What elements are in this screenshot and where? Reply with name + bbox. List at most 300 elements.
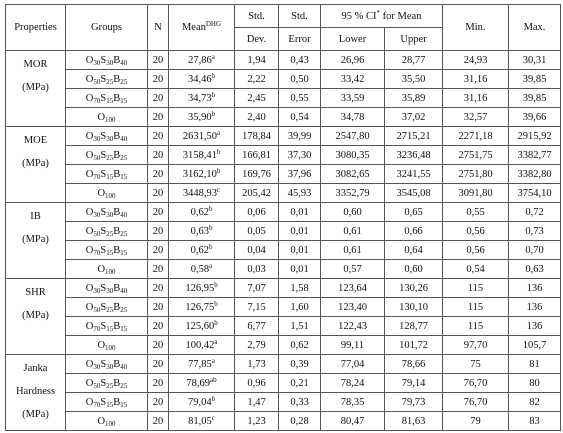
cell-mean [169, 222, 235, 241]
mean-value: 0,58 [190, 263, 210, 275]
header-std-dev-top: Std. [235, 5, 279, 28]
group-letter: O [85, 206, 94, 218]
property-label-line: MOE [23, 135, 48, 146]
mean-significance-letter: b [214, 299, 218, 308]
cell-ci-upper: 3236,48 [385, 146, 443, 165]
cell-n: 20 [148, 146, 169, 165]
group-letter: S [100, 92, 107, 104]
group-letter: O [85, 130, 94, 142]
cell-n: 20 [148, 89, 169, 108]
group-subscript: 15 [106, 400, 114, 409]
cell-mean [169, 51, 235, 70]
cell-ci-lower: 80,47 [321, 412, 385, 431]
group-subscript: 100 [105, 343, 116, 352]
property-label-line: (MPa) [22, 409, 49, 420]
cell-min: 2751,80 [443, 165, 509, 184]
mean-value: 0,63 [190, 225, 209, 237]
group-subscript: 30 [93, 134, 101, 143]
table-row [6, 203, 561, 222]
group-letter: S [100, 206, 107, 218]
cell-min: 3091,80 [443, 184, 509, 203]
group-subscript: 15 [106, 172, 114, 181]
cell-min: 76,70 [443, 374, 509, 393]
cell-std-dev: 169,76 [235, 165, 279, 184]
group-letter: S [100, 358, 107, 370]
group-subscript: 100 [105, 419, 116, 428]
cell-std-error: 0,01 [279, 260, 321, 279]
group-subscript: 30 [106, 362, 114, 371]
cell-ci-upper: 79,14 [385, 374, 443, 393]
cell-max: 30,31 [509, 51, 561, 70]
mean-significance-letter: b [211, 109, 216, 118]
group-cell [66, 260, 148, 279]
group-subscript: 25 [120, 305, 128, 314]
mean-value: 126,75 [185, 301, 215, 313]
header-std-dev-bottom: Dev. [235, 28, 279, 51]
mean-value: 27,86 [188, 54, 212, 66]
group-letter: B [113, 149, 121, 161]
group-subscript: 25 [106, 381, 114, 390]
group-subscript: 30 [106, 286, 114, 295]
property-label-line: Hardness [15, 386, 56, 397]
descriptive-statistics-table [5, 4, 561, 431]
group-subscript: 30 [106, 58, 114, 67]
cell-mean [169, 374, 235, 393]
table-row [6, 336, 561, 355]
group-letter: B [113, 396, 121, 408]
cell-n: 20 [148, 165, 169, 184]
cell-ci-lower: 34,78 [321, 108, 385, 127]
mean-significance-letter: c [211, 413, 215, 422]
group-letter: B [113, 358, 121, 370]
mean-significance-letter: a [211, 356, 215, 365]
group-letter: B [113, 73, 121, 85]
mean-significance-letter: b [216, 147, 221, 156]
cell-std-dev: 0,03 [235, 260, 279, 279]
cell-std-error: 39,99 [279, 127, 321, 146]
group-subscript: 25 [120, 77, 128, 86]
cell-std-dev: 1,47 [235, 393, 279, 412]
cell-ci-upper: 81,63 [385, 412, 443, 431]
mean-value: 125,60 [185, 320, 215, 332]
group-cell [66, 412, 148, 431]
cell-ci-lower: 0,60 [321, 203, 385, 222]
group-subscript: 40 [120, 134, 128, 143]
cell-max: 136 [509, 279, 561, 298]
group-subscript: 70 [93, 96, 101, 105]
cell-ci-upper: 35,50 [385, 70, 443, 89]
table-row [6, 279, 561, 298]
table-row [6, 412, 561, 431]
cell-std-dev: 0,04 [235, 241, 279, 260]
cell-min: 24,93 [443, 51, 509, 70]
cell-mean [169, 184, 235, 203]
cell-std-error: 0,55 [279, 89, 321, 108]
cell-std-dev: 7,15 [235, 298, 279, 317]
property-label-line: MOR [23, 59, 48, 70]
group-letter: O [97, 263, 106, 275]
group-subscript: 70 [93, 400, 101, 409]
property-label [6, 203, 66, 279]
mean-significance-letter: b [211, 90, 216, 99]
cell-min: 0,55 [443, 203, 509, 222]
mean-significance-letter: ab [210, 375, 217, 384]
cell-max: 81 [509, 355, 561, 374]
cell-std-dev: 2,22 [235, 70, 279, 89]
mean-significance-letter: a [211, 52, 215, 61]
cell-n: 20 [148, 298, 169, 317]
group-letter: S [100, 149, 107, 161]
table-row [6, 70, 561, 89]
mean-value: 3448,93 [182, 187, 217, 199]
group-subscript: 100 [105, 267, 116, 276]
group-subscript: 70 [93, 172, 101, 181]
cell-ci-upper: 78,66 [385, 355, 443, 374]
table-row [6, 127, 561, 146]
cell-mean [169, 108, 235, 127]
cell-mean [169, 165, 235, 184]
property-label [6, 51, 66, 127]
cell-ci-lower: 99,11 [321, 336, 385, 355]
group-letter: O [85, 54, 94, 66]
cell-max: 0,70 [509, 241, 561, 260]
cell-n: 20 [148, 355, 169, 374]
table-row [6, 222, 561, 241]
group-letter: O [85, 168, 94, 180]
header-properties: Properties [6, 5, 66, 51]
mean-value: 2631,50 [182, 130, 217, 142]
group-cell [66, 70, 148, 89]
cell-ci-upper: 130,26 [385, 279, 443, 298]
group-cell [66, 374, 148, 393]
cell-max: 39,85 [509, 89, 561, 108]
cell-max: 136 [509, 317, 561, 336]
cell-ci-upper: 3545,08 [385, 184, 443, 203]
cell-min: 31,16 [443, 89, 509, 108]
group-cell [66, 51, 148, 70]
group-letter: O [85, 358, 94, 370]
property-label-line: SHR [25, 287, 46, 298]
group-subscript: 25 [106, 305, 114, 314]
mean-significance-letter: c [217, 185, 221, 194]
group-letter: S [100, 301, 107, 313]
table-row [6, 317, 561, 336]
group-subscript: 15 [120, 172, 128, 181]
header-mean-sup: DHG [205, 20, 222, 28]
header-row-1 [6, 5, 561, 28]
cell-ci-lower: 3082,65 [321, 165, 385, 184]
table-row [6, 184, 561, 203]
cell-ci-upper: 3241,55 [385, 165, 443, 184]
cell-n: 20 [148, 260, 169, 279]
group-letter: B [113, 130, 121, 142]
table-row [6, 260, 561, 279]
table-row [6, 298, 561, 317]
group-subscript: 50 [93, 77, 101, 86]
cell-std-dev: 2,45 [235, 89, 279, 108]
cell-std-dev: 6,77 [235, 317, 279, 336]
cell-max: 3382,77 [509, 146, 561, 165]
group-subscript: 30 [93, 58, 101, 67]
group-cell [66, 146, 148, 165]
group-letter: S [100, 54, 107, 66]
group-letter: O [85, 92, 94, 104]
cell-mean [169, 298, 235, 317]
cell-std-dev: 2,40 [235, 108, 279, 127]
cell-min: 79 [443, 412, 509, 431]
mean-value: 77,85 [188, 358, 212, 370]
group-letter: B [113, 301, 121, 313]
cell-n: 20 [148, 127, 169, 146]
cell-std-error: 45,93 [279, 184, 321, 203]
group-subscript: 25 [106, 229, 114, 238]
group-subscript: 25 [120, 381, 128, 390]
cell-ci-lower: 122,43 [321, 317, 385, 336]
cell-std-dev: 178,84 [235, 127, 279, 146]
mean-significance-letter: b [216, 166, 221, 175]
cell-std-dev: 0,05 [235, 222, 279, 241]
group-letter: O [97, 339, 106, 351]
group-letter: O [97, 187, 106, 199]
cell-ci-lower: 3352,79 [321, 184, 385, 203]
cell-min: 97,70 [443, 336, 509, 355]
cell-n: 20 [148, 222, 169, 241]
cell-max: 2915,92 [509, 127, 561, 146]
cell-min: 0,56 [443, 241, 509, 260]
cell-std-error: 0,01 [279, 203, 321, 222]
group-letter: B [113, 320, 121, 332]
cell-std-dev: 1,23 [235, 412, 279, 431]
property-label-line: (MPa) [22, 82, 49, 93]
cell-std-error: 0,21 [279, 374, 321, 393]
group-cell [66, 298, 148, 317]
cell-ci-lower: 78,35 [321, 393, 385, 412]
group-subscript: 30 [93, 210, 101, 219]
cell-std-error: 0,62 [279, 336, 321, 355]
header-ci-sup: * [376, 8, 381, 17]
mean-value: 35,90 [187, 111, 212, 123]
group-subscript: 25 [120, 153, 128, 162]
group-subscript: 15 [120, 324, 128, 333]
cell-std-error: 0,39 [279, 355, 321, 374]
cell-ci-lower: 77,04 [321, 355, 385, 374]
group-letter: B [113, 377, 121, 389]
group-subscript: 70 [93, 324, 101, 333]
cell-ci-lower: 3080,35 [321, 146, 385, 165]
group-subscript: 15 [120, 248, 128, 257]
cell-mean [169, 336, 235, 355]
cell-max: 82 [509, 393, 561, 412]
mean-significance-letter: b [214, 280, 218, 289]
cell-mean [169, 393, 235, 412]
cell-n: 20 [148, 374, 169, 393]
mean-value: 126,95 [185, 282, 215, 294]
cell-ci-upper: 0,64 [385, 241, 443, 260]
cell-std-error: 37,30 [279, 146, 321, 165]
mean-significance-letter: a [209, 261, 213, 270]
cell-ci-lower: 78,24 [321, 374, 385, 393]
group-letter: B [113, 168, 121, 180]
cell-std-dev: 166,81 [235, 146, 279, 165]
cell-ci-upper: 37,02 [385, 108, 443, 127]
cell-n: 20 [148, 336, 169, 355]
mean-value: 81,05 [188, 415, 212, 427]
header-std-err-bottom: Error [279, 28, 321, 51]
cell-n: 20 [148, 108, 169, 127]
group-cell [66, 317, 148, 336]
cell-ci-upper: 79,73 [385, 393, 443, 412]
cell-mean [169, 279, 235, 298]
group-letter: S [100, 130, 107, 142]
group-cell [66, 203, 148, 222]
group-cell [66, 336, 148, 355]
cell-std-dev: 0,06 [235, 203, 279, 222]
cell-min: 76,70 [443, 393, 509, 412]
header-mean-text: Mean [181, 22, 206, 33]
table-body [6, 51, 561, 431]
group-subscript: 15 [120, 400, 128, 409]
mean-significance-letter: b [208, 223, 213, 232]
cell-ci-upper: 130,10 [385, 298, 443, 317]
group-letter: O [85, 225, 94, 237]
cell-mean [169, 412, 235, 431]
table-row [6, 355, 561, 374]
header-upper: Upper [385, 28, 443, 51]
mean-value: 3162,10 [182, 168, 217, 180]
cell-min: 75 [443, 355, 509, 374]
cell-n: 20 [148, 51, 169, 70]
mean-value: 3158,41 [182, 149, 217, 161]
header-n: N [148, 5, 169, 51]
cell-n: 20 [148, 279, 169, 298]
cell-n: 20 [148, 241, 169, 260]
group-subscript: 100 [105, 115, 116, 124]
cell-max: 3382,80 [509, 165, 561, 184]
group-subscript: 30 [106, 210, 114, 219]
cell-min: 0,56 [443, 222, 509, 241]
property-label-line: (MPa) [22, 310, 49, 321]
cell-ci-upper: 28,77 [385, 51, 443, 70]
table-row [6, 374, 561, 393]
group-letter: S [100, 244, 107, 256]
group-cell [66, 222, 148, 241]
header-mean [169, 5, 235, 51]
group-letter: O [85, 377, 94, 389]
cell-ci-upper: 128,77 [385, 317, 443, 336]
property-label [6, 127, 66, 203]
group-cell [66, 184, 148, 203]
group-subscript: 15 [120, 96, 128, 105]
group-letter: O [85, 320, 94, 332]
cell-max: 0,72 [509, 203, 561, 222]
cell-std-dev: 1,73 [235, 355, 279, 374]
cell-std-error: 0,01 [279, 222, 321, 241]
group-cell [66, 89, 148, 108]
cell-min: 31,16 [443, 70, 509, 89]
table-row [6, 108, 561, 127]
group-letter: O [85, 301, 94, 313]
cell-ci-upper: 35,89 [385, 89, 443, 108]
cell-std-error: 1,60 [279, 298, 321, 317]
mean-value: 79,04 [187, 396, 212, 408]
group-letter: S [100, 282, 107, 294]
cell-std-error: 0,54 [279, 108, 321, 127]
group-subscript: 25 [106, 153, 114, 162]
cell-std-error: 0,50 [279, 70, 321, 89]
cell-ci-lower: 33,42 [321, 70, 385, 89]
results-table-container [5, 4, 561, 431]
group-letter: O [85, 396, 94, 408]
property-label [6, 355, 66, 431]
cell-ci-upper: 101,72 [385, 336, 443, 355]
cell-n: 20 [148, 412, 169, 431]
header-ci-text: 95 % CI [341, 10, 377, 22]
header-min: Min. [443, 5, 509, 51]
group-letter: S [100, 168, 107, 180]
group-subscript: 70 [93, 248, 101, 257]
group-cell [66, 108, 148, 127]
header-ci-text-post: for Mean [380, 10, 422, 22]
cell-ci-upper: 2715,21 [385, 127, 443, 146]
cell-max: 39,85 [509, 70, 561, 89]
mean-value: 34,46 [187, 73, 212, 85]
mean-significance-letter: a [214, 337, 218, 346]
group-letter: B [113, 54, 121, 66]
cell-std-error: 1,58 [279, 279, 321, 298]
cell-min: 115 [443, 279, 509, 298]
group-letter: B [113, 244, 121, 256]
group-letter: S [100, 396, 107, 408]
cell-n: 20 [148, 70, 169, 89]
cell-std-dev: 2,79 [235, 336, 279, 355]
cell-min: 115 [443, 317, 509, 336]
group-subscript: 40 [120, 362, 128, 371]
group-subscript: 100 [105, 191, 116, 200]
group-subscript: 25 [120, 229, 128, 238]
cell-min: 2751,75 [443, 146, 509, 165]
mean-value: 100,42 [185, 339, 215, 351]
cell-max: 136 [509, 298, 561, 317]
group-letter: S [100, 377, 107, 389]
group-letter: O [97, 111, 106, 123]
cell-ci-lower: 26,96 [321, 51, 385, 70]
cell-max: 3754,10 [509, 184, 561, 203]
group-letter: B [113, 206, 121, 218]
group-subscript: 15 [106, 96, 114, 105]
mean-value: 78,69 [186, 377, 210, 389]
cell-n: 20 [148, 184, 169, 203]
cell-std-dev: 205,42 [235, 184, 279, 203]
group-letter: O [97, 415, 106, 427]
group-letter: B [113, 92, 121, 104]
header-lower: Lower [321, 28, 385, 51]
cell-std-dev: 1,94 [235, 51, 279, 70]
cell-ci-upper: 0,66 [385, 222, 443, 241]
cell-mean [169, 241, 235, 260]
cell-min: 2271,18 [443, 127, 509, 146]
cell-std-error: 0,33 [279, 393, 321, 412]
property-label-line: (MPa) [22, 234, 49, 245]
mean-value: 34,73 [187, 92, 212, 104]
table-row [6, 165, 561, 184]
group-letter: B [113, 225, 121, 237]
group-letter: O [85, 244, 94, 256]
cell-ci-upper: 0,65 [385, 203, 443, 222]
cell-ci-upper: 0,60 [385, 260, 443, 279]
group-subscript: 50 [93, 229, 101, 238]
group-cell [66, 165, 148, 184]
cell-ci-lower: 0,61 [321, 241, 385, 260]
